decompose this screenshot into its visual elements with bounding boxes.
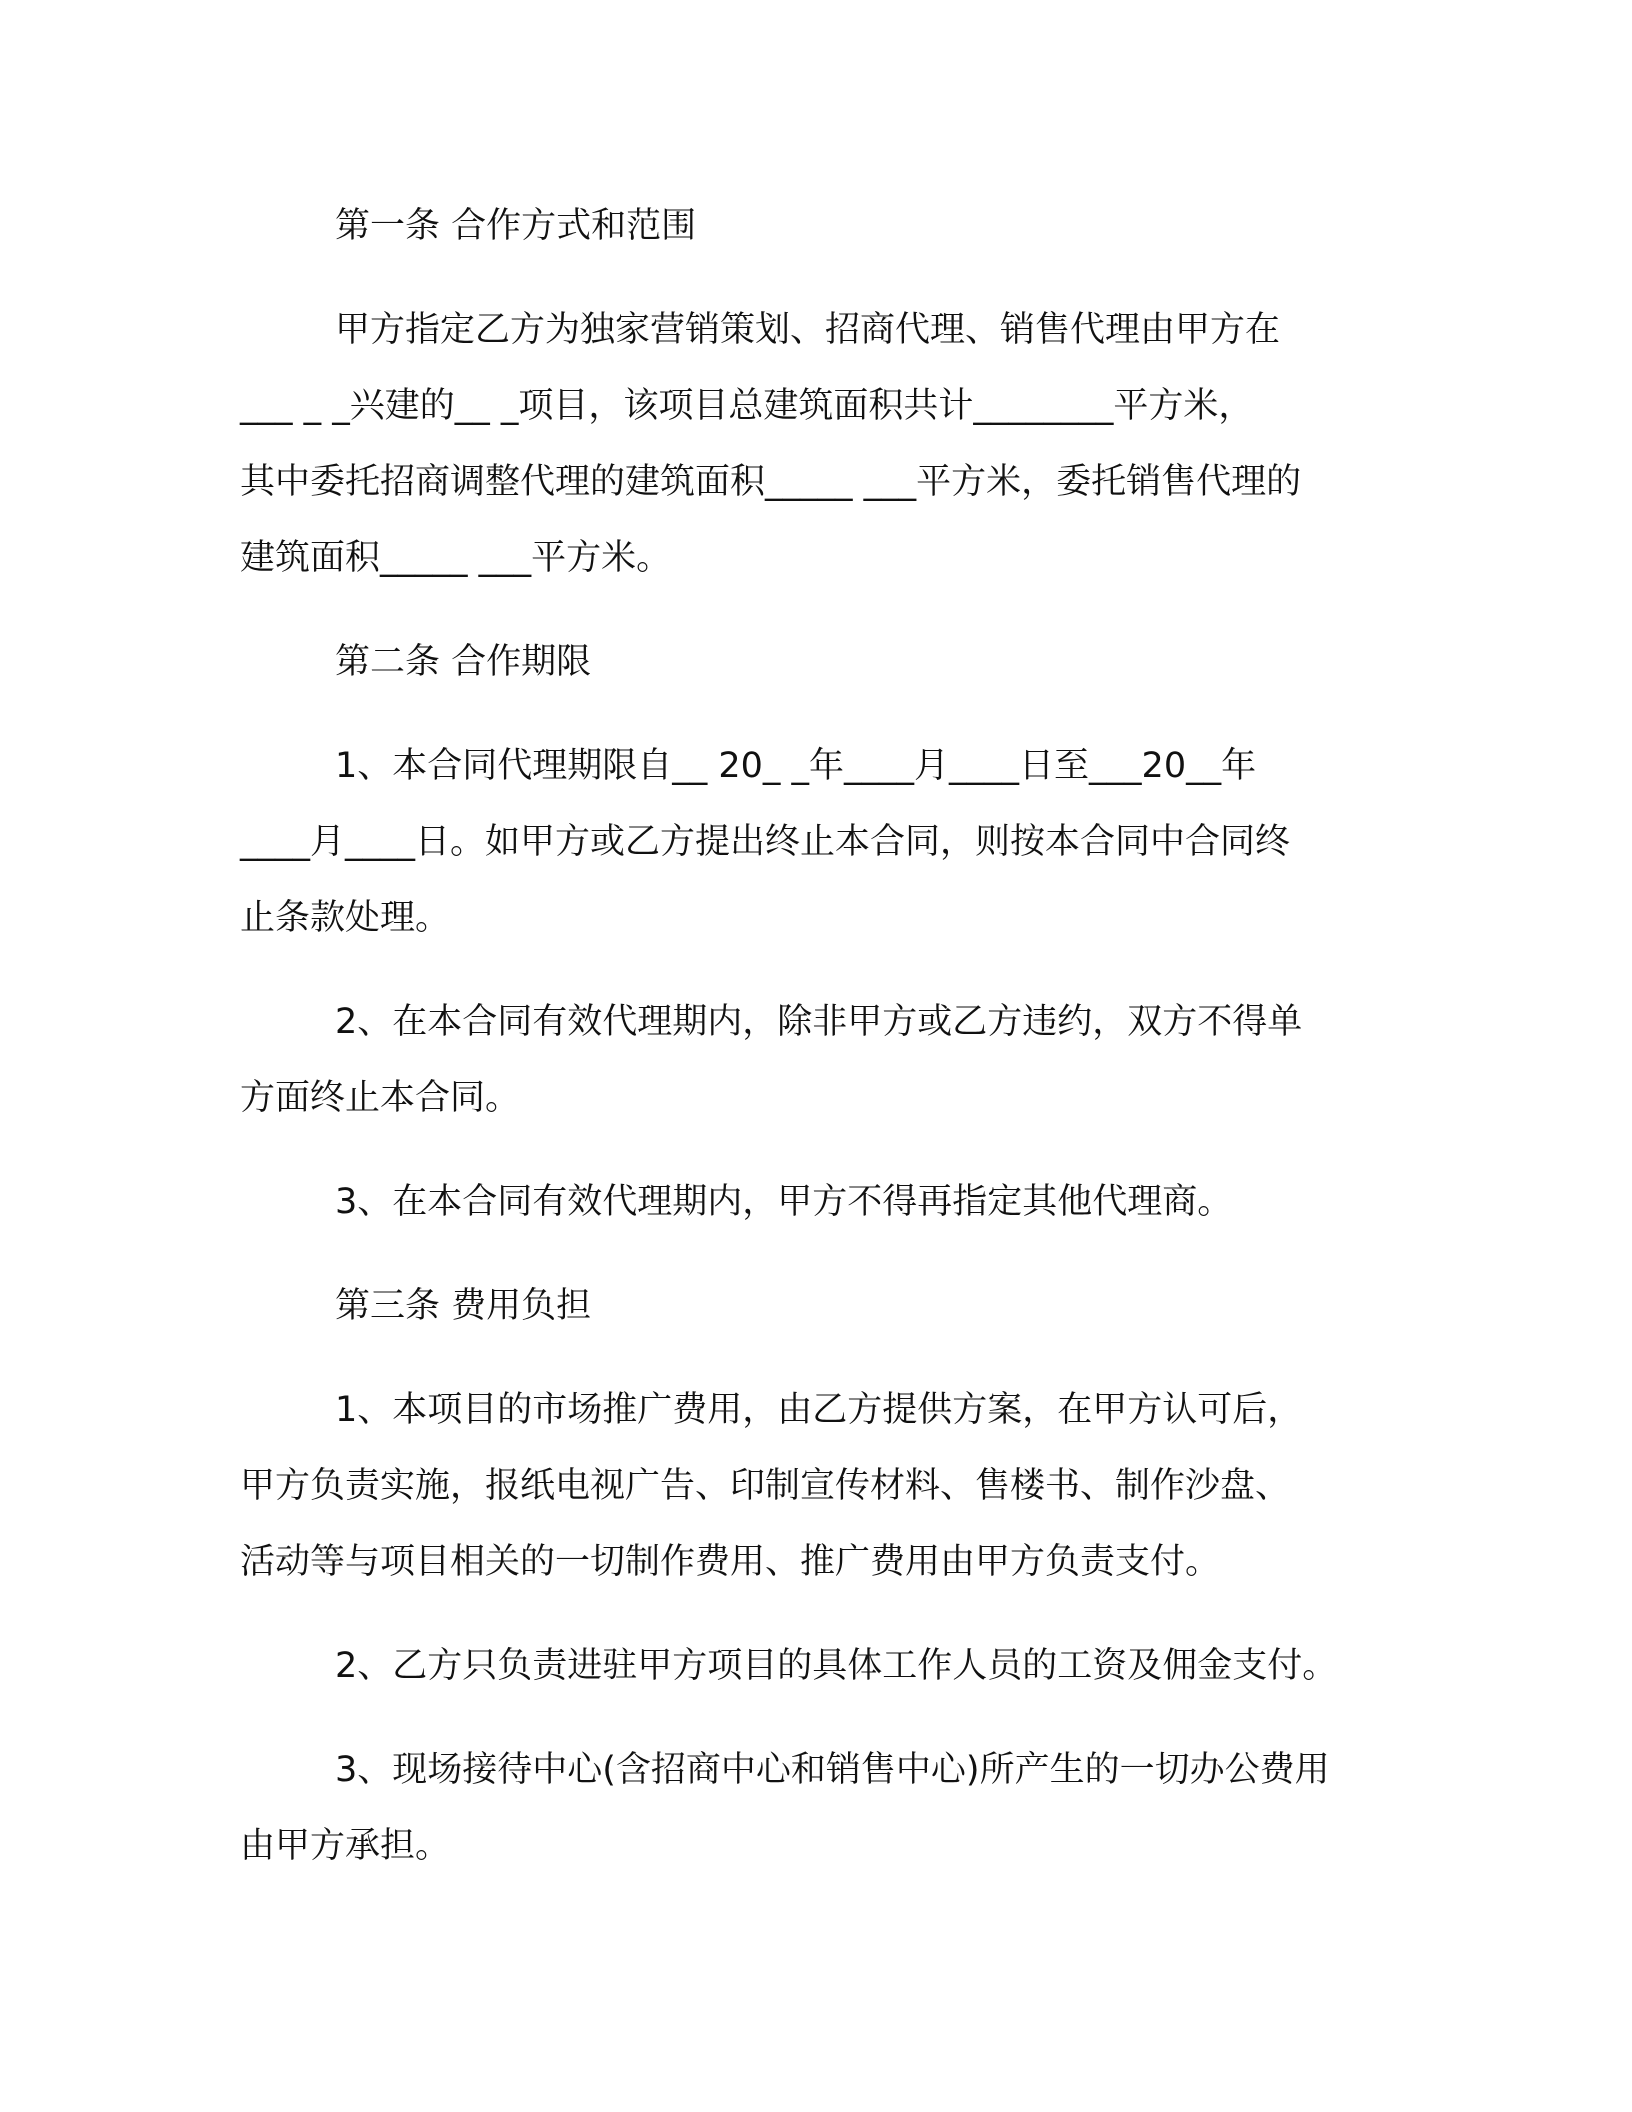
article-1-line-4: 建筑面积_____ ___平方米。 <box>240 538 672 578</box>
article-2-item-1-line-3: 止条款处理。 <box>240 898 451 938</box>
article-2-item-1-line-1: 1、本合同代理期限自__ 20_ _年____月____日至___20__年 <box>335 746 1257 786</box>
article-1-line-1: 甲方指定乙方为独家营销策划、招商代理、销售代理由甲方在 <box>335 310 1281 350</box>
document-body <box>240 188 1390 1912</box>
article-2-item-2-line-2: 方面终止本合同。 <box>240 1078 521 1118</box>
article-1-paragraph <box>240 292 1390 596</box>
article-3-item-1-line-3: 活动等与项目相关的一切制作费用、推广费用由甲方负责支付。 <box>240 1542 1221 1582</box>
article-2-item-3: 3、在本合同有效代理期内，甲方不得再指定其他代理商。 <box>335 1182 1233 1222</box>
article-2-title: 第二条 合作期限 <box>335 642 592 682</box>
article-2-item-2 <box>240 984 1390 1136</box>
article-2-item-1-line-2: ____月____日。如甲方或乙方提出终止本合同，则按本合同中合同终 <box>240 822 1291 862</box>
article-1-title: 第一条 合作方式和范围 <box>335 206 697 246</box>
article-2-item-1 <box>240 728 1390 956</box>
article-3-item-3-line-1: 3、现场接待中心(含招商中心和销售中心)所产生的一切办公费用 <box>335 1750 1330 1790</box>
article-3-item-1-line-2: 甲方负责实施，报纸电视广告、印制宣传材料、售楼书、制作沙盘、 <box>240 1466 1291 1506</box>
article-2-item-2-line-1: 2、在本合同有效代理期内，除非甲方或乙方违约，双方不得单 <box>335 1002 1303 1042</box>
article-3-item-3-line-2: 由甲方承担。 <box>240 1826 451 1866</box>
article-1-line-3: 其中委托招商调整代理的建筑面积_____ ___平方米，委托销售代理的 <box>240 462 1302 502</box>
article-3-item-3 <box>240 1732 1390 1884</box>
article-1-line-2: ___ _ _兴建的__ _项目，该项目总建筑面积共计________平方米， <box>240 386 1254 426</box>
article-3-item-2: 2、乙方只负责进驻甲方项目的具体工作人员的工资及佣金支付。 <box>335 1646 1338 1686</box>
article-3-item-1-line-1: 1、本项目的市场推广费用，由乙方提供方案，在甲方认可后， <box>335 1390 1303 1430</box>
article-3-item-1 <box>240 1372 1390 1600</box>
article-3-title: 第三条 费用负担 <box>335 1286 592 1326</box>
